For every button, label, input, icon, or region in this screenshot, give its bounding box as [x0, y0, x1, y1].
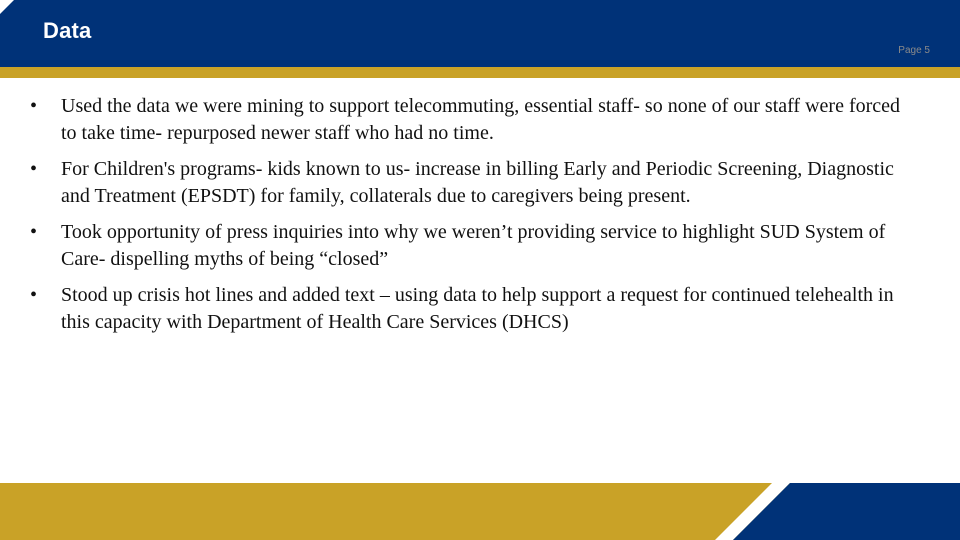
- header-notch-decoration: [0, 0, 960, 67]
- bullet-text: For Children's programs- kids known to us- increase in billing Early and Periodic Screening, Diagnostic and Treatment (EPSDT) for family, collaterals due to caregivers being present.: [61, 158, 894, 207]
- bullet-item: [30, 156, 920, 210]
- bullet-item: [30, 219, 920, 273]
- bullet-text: Used the data we were mining to support telecommuting, essential staff- so none of our staff were forced to take time- repurposed newer staff who had no time.: [61, 95, 901, 144]
- bullet-text: Took opportunity of press inquiries into why we weren’t providing service to highlight SUD System of Care- dispelling myths of being “closed”: [61, 221, 886, 270]
- page-number: Page 5: [898, 45, 930, 56]
- header-gold-rule: [0, 67, 960, 78]
- bullet-item: [30, 282, 920, 336]
- bullet-text: Stood up crisis hot lines and added text – using data to help support a request for continued telehealth in this capacity with Department of Health Care Services (DHCS): [61, 284, 894, 333]
- bullet-item: [30, 93, 920, 147]
- slide-title: Data: [43, 18, 92, 43]
- footer-band: [0, 483, 960, 540]
- bullet-marker: •: [30, 221, 38, 243]
- bullet-marker: •: [30, 158, 38, 180]
- bullet-marker: •: [30, 284, 38, 306]
- bullet-marker: •: [30, 95, 38, 117]
- bullet-list: [30, 93, 920, 345]
